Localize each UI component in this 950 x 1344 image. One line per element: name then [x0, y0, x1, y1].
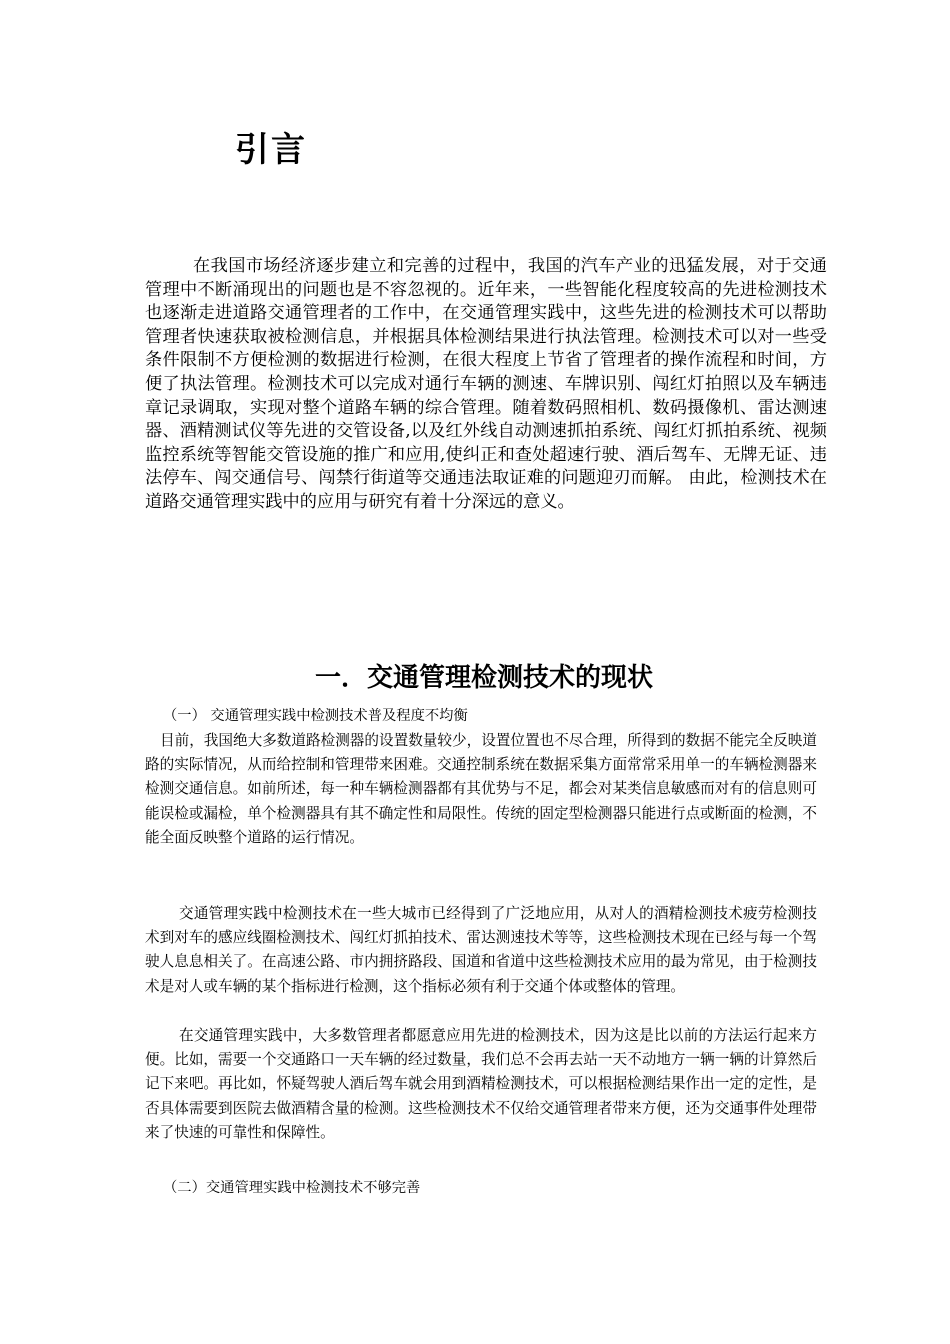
subsection-heading-2: （二）交通管理实践中检测技术不够完善: [163, 1180, 421, 1196]
intro-title: 引言: [235, 130, 307, 170]
subsection-heading-1: （一） 交通管理实践中检测技术普及程度不均衡: [163, 708, 468, 724]
body-paragraph-1: 目前，我国绝大多数道路检测器的设置数量较少，设置位置也不尽合理，所得到的数据不能完全反映道路的实际情况，从而给控制和管理带来困难。交通控制系统在数据采集方面常常采用单一的车辆检测器来检测交通信息。如前所述，每一种车辆检测器都有其优势与不足，都会对某类信息敏感而对有的信息则可能误检或漏检，单个检测器具有其不确定性和局限性。传统的固定型检测器只能进行点或断面的检测，不能全面反映整个道路的运行情况。: [145, 732, 817, 846]
intro-paragraph: 在我国市场经济逐步建立和完善的过程中，我国的汽车产业的迅猛发展，对于交通管理中不断涌现出的问题也是不容忽视的。近年来，一些智能化程度较高的先进检测技术也逐渐走进道路交通管理者的工作中，在交通管理实践中，这些先进的检测技术可以帮助管理者快速获取被检测信息，并根据具体检测结果进行执法管理。检测技术可以对一些受条件限制不方便检测的数据进行检测，在很大程度上节省了管理者的操作流程和时间，方便了执法管理。检测技术可以完成对通行车辆的测速、车牌识别、闯红灯拍照以及车辆违章记录调取，实现对整个道路车辆的综合管理。随着数码照相机、数码摄像机、雷达测速器、酒精测试仪等先进的交管设备,以及红外线自动测速抓拍系统、闯红灯抓拍系统、视频监控系统等智能交管设施的推广和应用,使纠正和查处超速行驶、酒后驾车、无牌无证、违法停车、闯交通信号、闯禁行街道等交通违法取证难的问题迎刃而解。 由此，检测技术在道路交通管理实践中的应用与研究有着十分深远的意义。: [145, 256, 827, 512]
body-paragraph-2: 交通管理实践中检测技术在一些大城市已经得到了广泛地应用，从对人的酒精检测技术疲劳检测技术到对车的感应线圈检测技术、闯红灯抓拍技术、雷达测速技术等等，这些检测技术现在已经与每一个驾驶人息息相关了。在高速公路、市内拥挤路段、国道和省道中这些检测技术应用的最为常见，由于检测技术是对人或车辆的某个指标进行检测，这个指标必须有利于交通个体或整体的管理。: [145, 905, 817, 995]
section-title: 一．交通管理检测技术的现状: [315, 663, 654, 693]
body-paragraph-3: 在交通管理实践中，大多数管理者都愿意应用先进的检测技术，因为这是比以前的方法运行起来方便。比如，需要一个交通路口一天车辆的经过数量，我们总不会再去站一天不动地方一辆一辆的计算然后记下来吧。再比如，怀疑驾驶人酒后驾车就会用到酒精检测技术，可以根据检测结果作出一定的定性，是否具体需要到医院去做酒精含量的检测。这些检测技术不仅给交通管理者带来方便，还为交通事件处理带来了快速的可靠性和保障性。: [145, 1027, 817, 1141]
